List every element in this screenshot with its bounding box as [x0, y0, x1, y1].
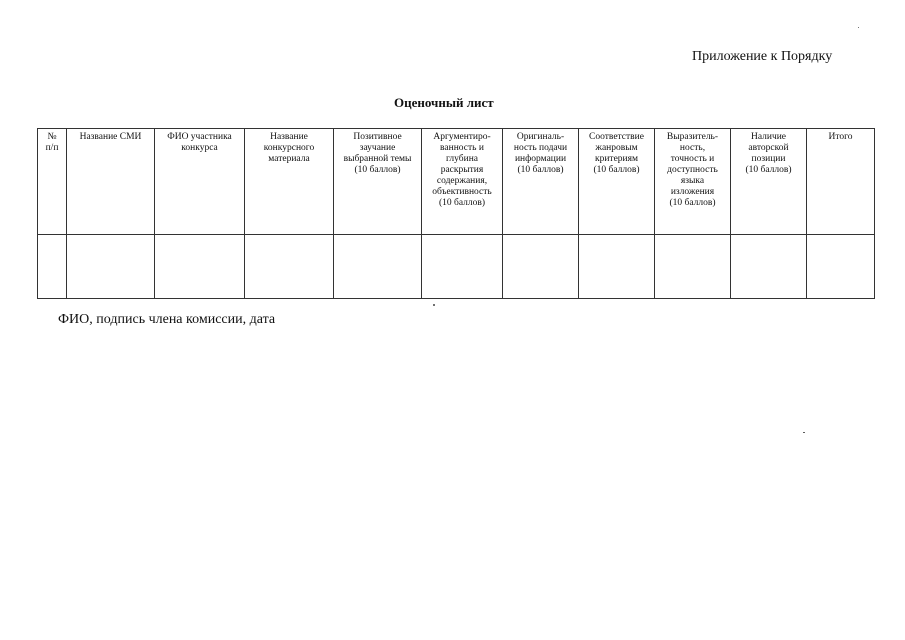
document-title: Оценочный лист	[394, 95, 494, 110]
table-header-row	[38, 129, 875, 235]
header-cell-total: Итого	[807, 129, 875, 235]
evaluation-table	[37, 128, 875, 299]
table-cell	[334, 235, 422, 299]
table-cell	[422, 235, 503, 299]
appendix-label: Приложение к Порядку	[692, 49, 833, 64]
table-cell	[245, 235, 334, 299]
table-cell	[655, 235, 731, 299]
header-cell-originality: Оригиналь- ность подачи информации (10 баллов)	[503, 129, 579, 235]
table-cell	[731, 235, 807, 299]
header-cell-genre-criteria: Соответствие жанровым критериям (10 баллов)	[579, 129, 655, 235]
signature-line: ФИО, подпись члена комиссии, дата	[58, 312, 276, 327]
table-cell	[503, 235, 579, 299]
scan-speck	[803, 432, 805, 433]
header-cell-author-position: Наличие авторской позиции (10 баллов)	[731, 129, 807, 235]
header-cell-material-title: Название конкурсного материала	[245, 129, 334, 235]
header-cell-expressiveness: Выразитель- ность, точность и доступность языка изложения (10 баллов)	[655, 129, 731, 235]
table-cell	[807, 235, 875, 299]
table-row	[38, 235, 875, 299]
header-cell-participant-name: ФИО участника конкурса	[155, 129, 245, 235]
header-cell-topic-coverage: Позитивное заучание выбранной темы (10 баллов)	[334, 129, 422, 235]
header-cell-number: № п/п	[38, 129, 67, 235]
scan-speck	[433, 304, 435, 306]
table-cell	[579, 235, 655, 299]
header-cell-argumentation: Аргументиро- ванность и глубина раскрытия содержания, объективность (10 баллов)	[422, 129, 503, 235]
table-cell	[38, 235, 67, 299]
table-cell	[67, 235, 155, 299]
header-cell-media-name: Название СМИ	[67, 129, 155, 235]
scan-speck	[858, 27, 859, 28]
table-cell	[155, 235, 245, 299]
